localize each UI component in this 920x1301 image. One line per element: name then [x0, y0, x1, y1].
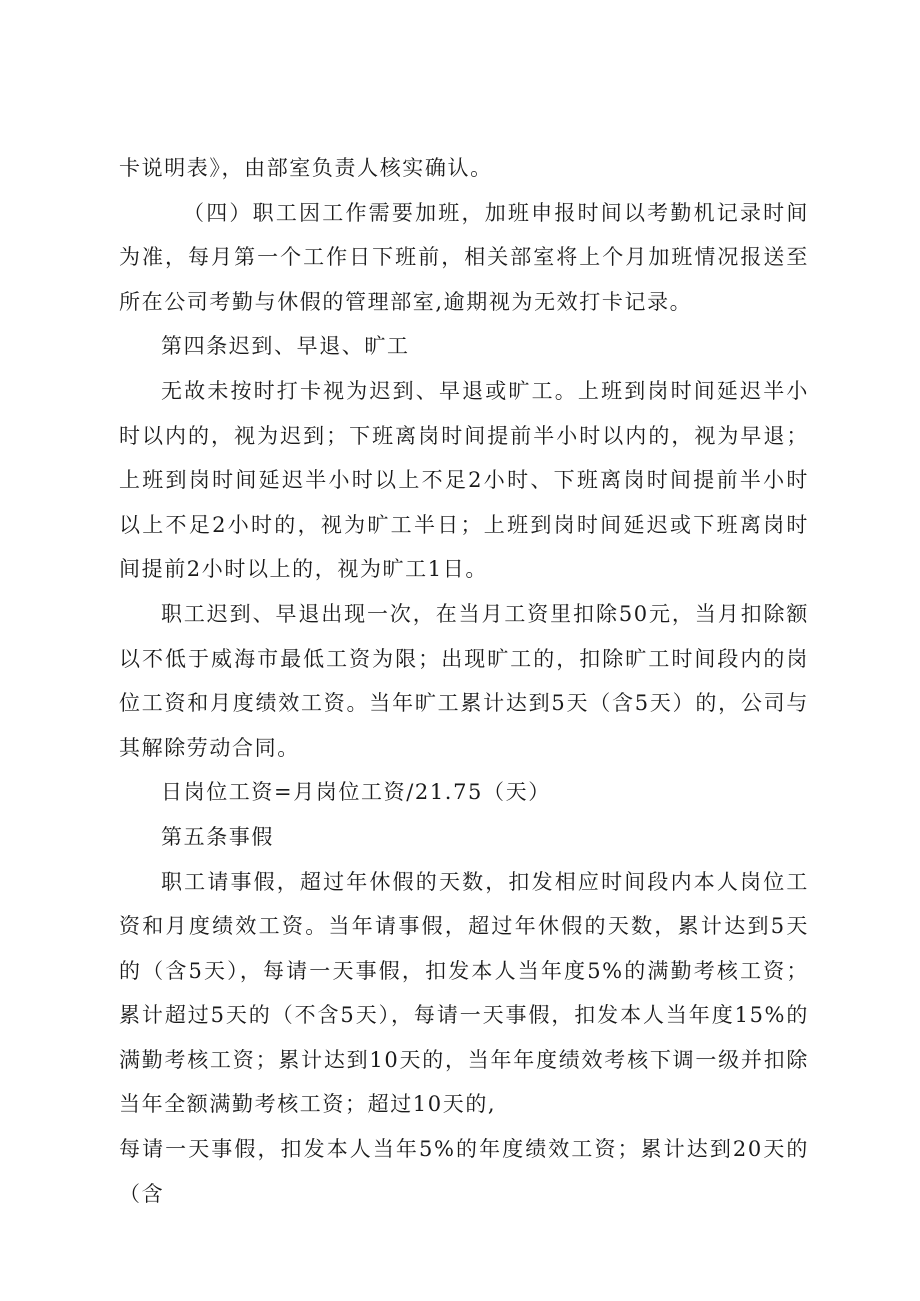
- paragraph-personal-leave-continued: 每请一天事假，扣发本人当年5%的年度绩效工资；累计达到20天的（含: [119, 1137, 809, 1206]
- document-body: [119, 146, 809, 1216]
- paragraph-overtime: （四）职工因工作需要加班，加班申报时间以考勤机记录时间为准，每月第一个工作日下班前，相关部室将上个月加班情况报送至所在公司考勤与休假的管理部室,逾期视为无效打卡记录。: [119, 200, 809, 314]
- paragraph-continuation: 卡说明表》，由部室负责人核实确认。: [119, 156, 493, 180]
- paragraph-late-definition: 无故未按时打卡视为迟到、早退或旷工。上班到岗时间延迟半小时以内的，视为迟到；下班离岗时间提前半小时以内的，视为早退；上班到岗时间延迟半小时以上不足2小时、下班离岗时间提前半小时以上不足2小时的，视为旷工半日；上班到岗时间延迟或下班离岗时间提前2小时以上的，视为旷工1日。: [119, 378, 809, 582]
- article-four-heading: 第四条迟到、早退、旷工: [161, 334, 410, 359]
- paragraph-personal-leave: 职工请事假，超过年休假的天数，扣发相应时间段内本人岗位工资和月度绩效工资。当年请事假，超过年休假的天数，累计达到5天的（含5天），每请一天事假，扣发本人当年度5%的满勤考核工资；累计超过5天的（不含5天），每请一天事假，扣发本人当年度15%的满勤考核工资；累计达到10天的，当年年度绩效考核下调一级并扣除当年全额满勤考核工资；超过10天的,: [119, 869, 809, 1117]
- paragraph-daily-wage-formula: 日岗位工资=月岗位工资/21.75（天）: [161, 780, 551, 805]
- paragraph-late-penalty: 职工迟到、早退出现一次，在当月工资里扣除50元，当月扣除额以不低于威海市最低工资为限；出现旷工的，扣除旷工时间段内的岗位工资和月度绩效工资。当年旷工累计达到5天（含5天）的，公司与其解除劳动合同。: [119, 601, 809, 760]
- article-five-heading: 第五条事假: [161, 824, 274, 849]
